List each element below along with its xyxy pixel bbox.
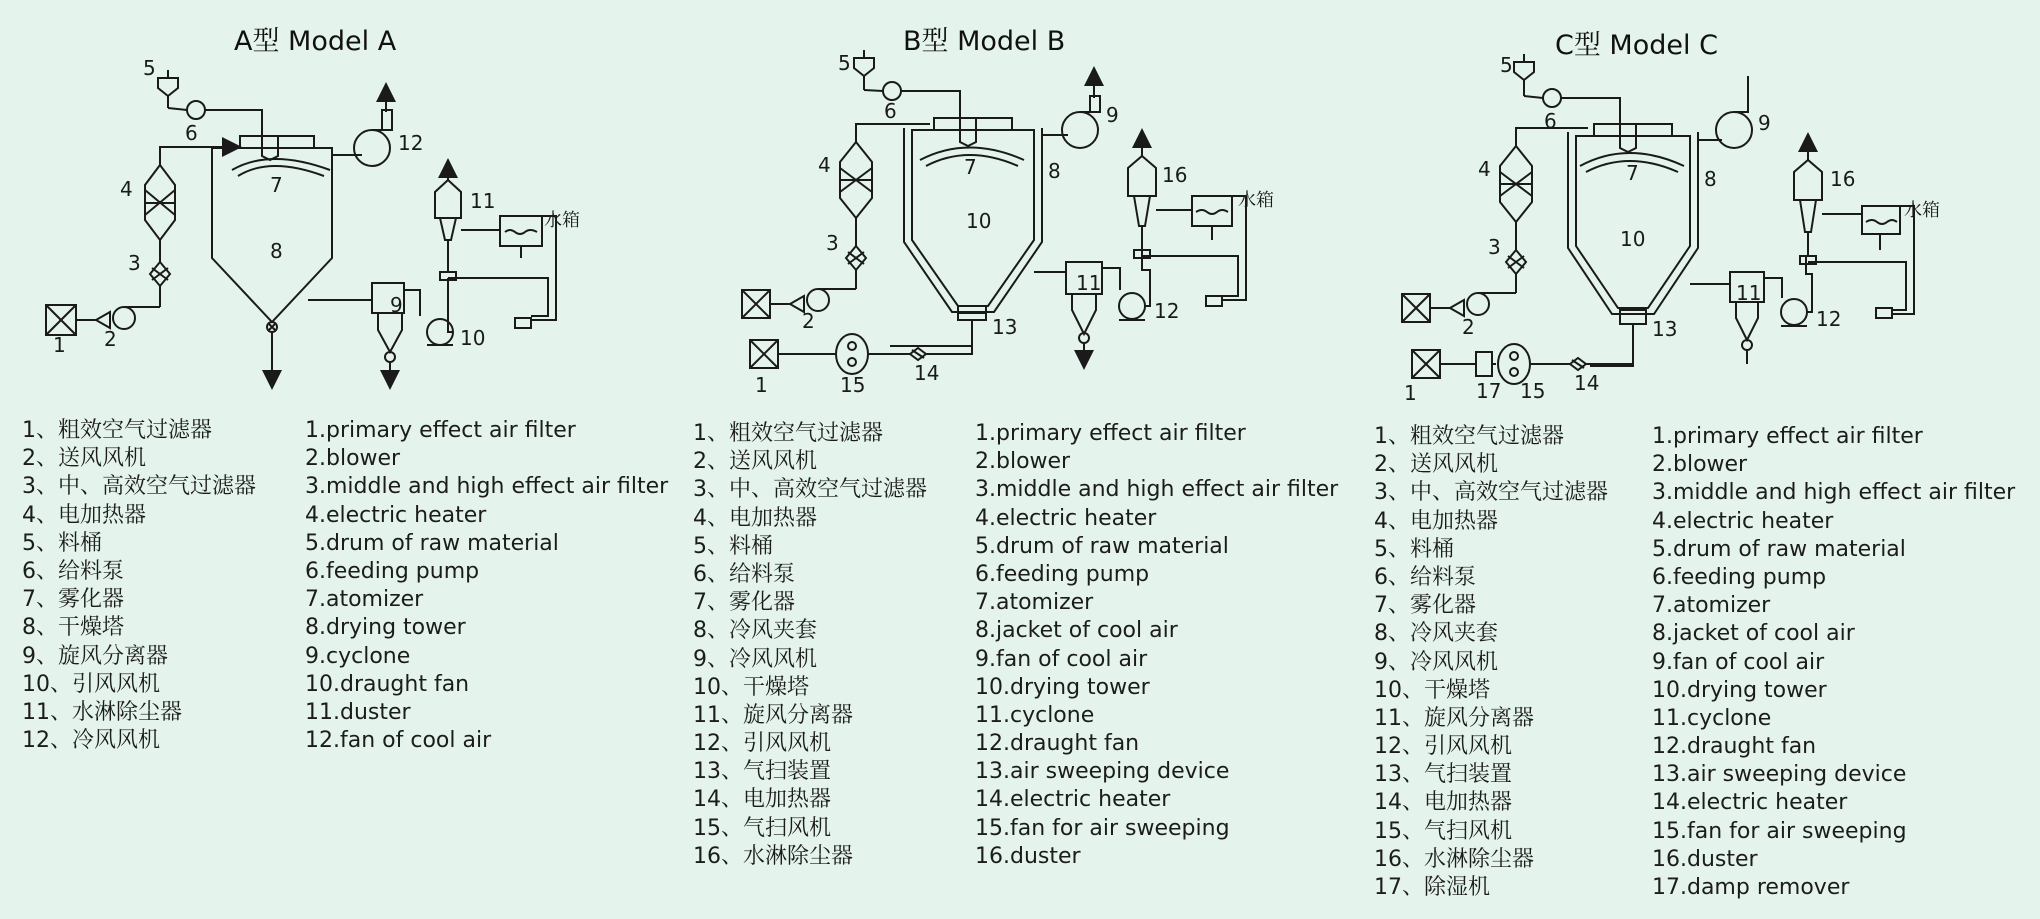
legend-item-zh: 11、旋风分离器 [1374, 705, 1534, 731]
legend-item-en: 14.electric heater [975, 787, 1171, 813]
legend-item-zh: 7、雾化器 [22, 587, 124, 613]
svg-text:4: 4 [818, 153, 831, 177]
legend-item-en: 9.cyclone [305, 643, 411, 669]
legend-item-zh: 1、粗效空气过滤器 [1374, 424, 1564, 449]
legend-item-en: 4.electric heater [305, 502, 487, 528]
model-c-legend [1374, 423, 2034, 902]
legend-item-zh: 9、旋风分离器 [22, 643, 168, 669]
legend-item [1374, 423, 2034, 451]
legend-item [1374, 818, 2034, 846]
legend-item-en: 10.drying tower [1652, 677, 1827, 703]
model-a-legend [22, 417, 682, 755]
legend-item-zh: 4、电加热器 [693, 505, 817, 531]
legend-item-en: 3.middle and high effect air filter [975, 477, 1339, 503]
legend-item-en: 15.fan for air sweeping [975, 815, 1230, 841]
legend-item-zh: 3、中、高效空气过滤器 [693, 477, 927, 503]
svg-text:8: 8 [270, 239, 283, 263]
legend-item-en: 10.drying tower [975, 674, 1150, 700]
legend-item-zh: 10、引风风机 [22, 671, 160, 697]
legend-item-zh: 14、电加热器 [693, 787, 831, 813]
legend-item-zh: 5、料桶 [693, 533, 773, 559]
a-duster-icon [435, 168, 556, 328]
legend-item-en: 4.electric heater [975, 505, 1157, 531]
legend-item-zh: 5、料桶 [1374, 536, 1454, 562]
legend-item-zh: 7、雾化器 [693, 590, 795, 616]
legend-item-zh: 15、气扫风机 [693, 815, 831, 841]
legend-item-zh: 6、给料泵 [22, 558, 124, 584]
svg-text:2: 2 [802, 309, 815, 333]
legend-item-en: 6.feeding pump [975, 561, 1150, 587]
legend-item-zh: 5、料桶 [22, 530, 102, 556]
legend-item [693, 702, 1353, 730]
svg-text:11: 11 [1076, 271, 1102, 295]
legend-item [22, 643, 682, 671]
legend-item-en: 10.draught fan [305, 671, 470, 697]
legend-item-en: 5.drum of raw material [975, 533, 1229, 559]
legend-item [693, 758, 1353, 786]
svg-text:17: 17 [1476, 379, 1502, 403]
legend-item [1374, 789, 2034, 817]
legend-item-zh: 1、粗效空气过滤器 [22, 418, 212, 443]
a-primary-filter-icon [46, 305, 76, 335]
legend-item-en: 12.fan of cool air [305, 728, 492, 754]
svg-text:10: 10 [1620, 227, 1646, 251]
legend-item-zh: 13、气扫装置 [1374, 762, 1512, 788]
legend-item-en: 2.blower [975, 449, 1071, 475]
legend-item [693, 730, 1353, 758]
legend-item-zh: 11、旋风分离器 [693, 702, 853, 728]
legend-item-zh: 6、给料泵 [1374, 564, 1476, 590]
legend-item-en: 1.primary effect air filter [305, 418, 576, 443]
legend-item-en: 16.duster [1652, 846, 1758, 872]
svg-text:9: 9 [1758, 111, 1771, 135]
legend-item-en: 3.middle and high effect air filter [1652, 480, 2016, 506]
svg-text:6: 6 [884, 99, 897, 123]
legend-item [693, 561, 1353, 589]
legend-item-zh: 9、冷风风机 [1374, 649, 1498, 675]
model-b-legend [693, 420, 1353, 871]
svg-text:5: 5 [838, 51, 851, 75]
legend-item [1374, 761, 2034, 789]
svg-text:3: 3 [826, 231, 839, 255]
legend-item [22, 614, 682, 642]
legend-item-zh: 4、电加热器 [22, 502, 146, 528]
svg-text:1: 1 [53, 333, 66, 357]
legend-item-zh: 12、引风风机 [693, 731, 831, 757]
svg-text:7: 7 [1626, 161, 1639, 185]
legend-item [693, 617, 1353, 645]
a-blower-icon [76, 307, 160, 329]
svg-text:14: 14 [914, 361, 940, 385]
legend-item [693, 646, 1353, 674]
svg-text:16: 16 [1830, 167, 1856, 191]
legend-item-en: 9.fan of cool air [1652, 649, 1825, 675]
legend-item [1374, 451, 2034, 479]
legend-item-en: 2.blower [1652, 452, 1748, 478]
legend-item-en: 11.cyclone [1652, 705, 1772, 731]
svg-text:4: 4 [1478, 157, 1491, 181]
svg-text:1: 1 [1404, 381, 1417, 405]
legend-item-en: 13.air sweeping device [1652, 762, 1907, 788]
legend-item [1374, 705, 2034, 733]
legend-item-zh: 4、电加热器 [1374, 508, 1498, 534]
legend-item-en: 5.drum of raw material [305, 530, 559, 556]
legend-item-zh: 3、中、高效空气过滤器 [22, 474, 256, 500]
svg-text:12: 12 [398, 131, 424, 155]
svg-text:15: 15 [1520, 379, 1546, 403]
svg-text:10: 10 [966, 209, 992, 233]
legend-item-zh: 2、送风风机 [22, 446, 146, 472]
svg-text:15: 15 [840, 373, 866, 397]
legend-item-en: 14.electric heater [1652, 790, 1848, 816]
legend-item-zh: 14、电加热器 [1374, 790, 1512, 816]
legend-item [693, 448, 1353, 476]
legend-item [22, 530, 682, 558]
legend-item-en: 6.feeding pump [305, 558, 480, 584]
svg-text:12: 12 [1816, 307, 1842, 331]
legend-item [693, 476, 1353, 504]
svg-text:13: 13 [1652, 317, 1678, 341]
legend-item [1374, 592, 2034, 620]
legend-item [693, 589, 1353, 617]
legend-item [693, 505, 1353, 533]
legend-item [1374, 874, 2034, 902]
svg-text:1: 1 [755, 373, 768, 397]
legend-item-en: 17.damp remover [1652, 875, 1850, 900]
legend-item [22, 699, 682, 727]
svg-text:3: 3 [1488, 235, 1501, 259]
legend-item [1374, 536, 2034, 564]
legend-item [1374, 733, 2034, 761]
legend-item-zh: 15、气扫风机 [1374, 818, 1512, 844]
legend-item [693, 815, 1353, 843]
svg-text:3: 3 [128, 251, 141, 275]
legend-item-zh: 2、送风风机 [1374, 452, 1498, 478]
legend-item-en: 8.jacket of cool air [975, 618, 1178, 644]
svg-text:10: 10 [460, 326, 486, 350]
a-water-tank-label: 水箱 [544, 210, 580, 231]
legend-item-en: 11.duster [305, 699, 411, 725]
svg-text:5: 5 [1500, 53, 1513, 77]
svg-text:11: 11 [470, 189, 496, 213]
model-b-number-labels [755, 51, 1274, 397]
legend-item-zh: 11、水淋除尘器 [22, 699, 182, 725]
legend-item-zh: 8、干燥塔 [22, 615, 124, 641]
legend-item-en: 8.drying tower [305, 615, 466, 641]
legend-item [22, 473, 682, 501]
legend-item [1374, 479, 2034, 507]
svg-text:8: 8 [1048, 159, 1061, 183]
a-mid-filter-icon [150, 262, 170, 286]
legend-item [1374, 564, 2034, 592]
svg-text:11: 11 [1736, 281, 1762, 305]
svg-text:9: 9 [1106, 103, 1119, 127]
a-cyclone-icon [308, 283, 420, 380]
legend-item-zh: 1、粗效空气过滤器 [693, 421, 883, 446]
legend-item-en: 2.blower [305, 446, 401, 472]
legend-item [22, 502, 682, 530]
svg-text:7: 7 [270, 173, 283, 197]
legend-item-zh: 16、水淋除尘器 [1374, 846, 1534, 872]
legend-item-zh: 9、冷风风机 [693, 646, 817, 672]
legend-item [1374, 508, 2034, 536]
legend-item-zh: 10、干燥塔 [1374, 677, 1490, 703]
a-heater-icon [145, 165, 175, 240]
legend-item-en: 11.cyclone [975, 702, 1095, 728]
a-drum-icon [158, 70, 178, 108]
legend-item [693, 533, 1353, 561]
svg-text:6: 6 [185, 121, 198, 145]
legend-item-en: 12.draught fan [1652, 734, 1817, 760]
legend-item-en: 9.fan of cool air [975, 646, 1148, 672]
legend-item-en: 7.atomizer [305, 587, 424, 613]
b-water-tank-label: 水箱 [1238, 190, 1274, 211]
legend-item [22, 671, 682, 699]
c-water-tank-label: 水箱 [1904, 200, 1940, 221]
legend-item-zh: 8、冷风夹套 [1374, 621, 1498, 647]
legend-item-en: 5.drum of raw material [1652, 536, 1906, 562]
legend-item-en: 1.primary effect air filter [975, 421, 1246, 446]
legend-item [22, 417, 682, 445]
legend-item-zh: 13、气扫装置 [693, 759, 831, 785]
legend-item-zh: 12、冷风风机 [22, 728, 160, 754]
legend-item-zh: 2、送风风机 [693, 449, 817, 475]
legend-item-en: 6.feeding pump [1652, 564, 1827, 590]
svg-text:8: 8 [1704, 167, 1717, 191]
legend-item-en: 3.middle and high effect air filter [305, 474, 669, 500]
legend-item-en: 13.air sweeping device [975, 759, 1230, 785]
svg-text:2: 2 [1462, 315, 1475, 339]
svg-text:4: 4 [120, 177, 133, 201]
legend-item-zh: 6、给料泵 [693, 561, 795, 587]
model-c-title: C型 Model C [1555, 30, 1718, 61]
svg-text:5: 5 [143, 56, 156, 80]
svg-text:9: 9 [390, 293, 403, 317]
svg-text:13: 13 [992, 315, 1018, 339]
legend-item-zh: 16、水淋除尘器 [693, 843, 853, 869]
legend-item-zh: 12、引风风机 [1374, 734, 1512, 760]
svg-text:2: 2 [104, 327, 117, 351]
legend-item [1374, 620, 2034, 648]
legend-item-en: 16.duster [975, 843, 1081, 869]
a-draught-fan-icon [427, 278, 453, 345]
legend-item [693, 786, 1353, 814]
legend-item [22, 558, 682, 586]
legend-item [1374, 846, 2034, 874]
legend-item [693, 674, 1353, 702]
model-a-title: A型 Model A [234, 26, 397, 57]
legend-item [22, 727, 682, 755]
legend-item [22, 586, 682, 614]
legend-item-zh: 3、中、高效空气过滤器 [1374, 480, 1608, 506]
svg-text:12: 12 [1154, 299, 1180, 323]
legend-item-en: 8.jacket of cool air [1652, 621, 1855, 647]
legend-item [693, 843, 1353, 871]
legend-item [22, 445, 682, 473]
svg-text:6: 6 [1544, 109, 1557, 133]
legend-item [1374, 649, 2034, 677]
legend-item-en: 15.fan for air sweeping [1652, 818, 1907, 844]
legend-item-zh: 10、干燥塔 [693, 674, 809, 700]
legend-item-en: 4.electric heater [1652, 508, 1834, 534]
legend-item-en: 1.primary effect air filter [1652, 424, 1923, 449]
legend-item-zh: 7、雾化器 [1374, 593, 1476, 619]
legend-item-zh: 17、除湿机 [1374, 875, 1490, 900]
svg-text:14: 14 [1574, 371, 1600, 395]
svg-text:16: 16 [1162, 163, 1188, 187]
a-cool-fan-icon [332, 92, 392, 166]
legend-item-en: 7.atomizer [975, 590, 1094, 616]
svg-text:7: 7 [964, 155, 977, 179]
legend-item-en: 7.atomizer [1652, 593, 1771, 619]
model-b-title: B型 Model B [903, 26, 1066, 57]
legend-item-zh: 8、冷风夹套 [693, 618, 817, 644]
legend-item [1374, 677, 2034, 705]
legend-item-en: 12.draught fan [975, 731, 1140, 757]
legend-item [693, 420, 1353, 448]
